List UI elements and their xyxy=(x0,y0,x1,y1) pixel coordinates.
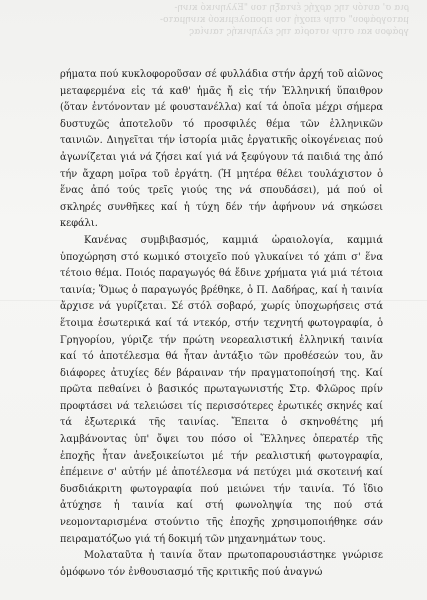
paragraph: Μολαταῦτα ἡ ταινία ὅταν πρωτοπαρουσιάστηκε γνώρισε ὁμόφωνο τόν ἐνθουσιασμό τῆς κριτικῆς πού ἀναγνώ xyxy=(60,550,383,578)
bleed-through-line: ρια σ' αυτόν της αρχής ένταξη του "Ελληνικό κινη- xyxy=(174,3,409,13)
bleed-through-line: ματογράφου" στην εποχή του προπολεμικού κινηματο- xyxy=(159,15,409,25)
paragraph: ρήματα πού κυκλοφοροῦσαν σέ φυλλάδια στήν ἀρχή τοῦ αἰῶνος μεταφερμένα εἰς τά καθ' ἡμᾶς ἤ εἰς τήν Ἑλληνική ὕπαιθρον (ὅταν ἐντόνονταν μέ φουστανέλλα) καί τά ὁποῖα μέχρι σήμερα δυστυχῶς ἀποτελοῦν τό προσφιλές θέμα τῶν ἑλληνικῶν ταινιῶν. Διηγεῖται τήν ἱστορία μιᾶς ἐργατικῆς οἰκογένειας πού ἀγωνίζεται γιά νά ζήσει καί γιά νά ξεφύγουν τά παιδιά της ἀπό τήν ἄχαρη μοῖρα τοῦ ἐργάτη. (Ἡ μητέρα θέλει τουλάχιστον ὁ ἕνας ἀπό τούς τρεῖς γιούς της νά σπουδάσει), μά πού οἱ σκληρές συνθῆκες καί ἡ τύχη δέν τήν ἀφήνουν νά σηκώσει κεφάλι. xyxy=(60,69,383,230)
bleed-through-text xyxy=(22,2,409,60)
bleed-through-line: γράφου και στην ιστορία της ελληνικής ταινίας xyxy=(189,27,409,37)
body-text xyxy=(60,67,383,581)
paragraph: Κανένας συμβιβασμός, καμμιά ὡραιολογία, καμμιά ὑποχώρηση στό κωμικό στοιχεῖο πού γλυκαίνει τό χάπι σ' ἕνα τέτοιο θέμα. Ποιός παραγωγός θά ἔδινε χρήματα γιά μιά τέτοια ταινία; Ὅμως ὁ παραγωγός βρέθηκε, ὁ Π. Δαδήρας, καί ἡ ταινία ἄρχισε νά γυρίζεται. Σέ στόλ σοβαρό, χωρίς ὑποχωρήσεις στά ἕτοιμα ἐσωτερικά καί τά ντεκόρ, στήν τεχνητή φωτογραφία, ὁ Γρηγορίου, γύριζε τήν πρώτη νεορεαλιστική ἑλληνική ταινία καί τό ἀποτέλεσμα θά ἦταν ἀντάξιο τῶν προθέσεών του, ἄν διάφορες ἀτυχίες δέν βάραιναν τήν πραγματοποίησή της. Καί πρῶτα πεθαίνει ὁ βασικός πρωταγωνιστής Στρ. Φλῶρος πρίν προφτάσει νά τελειώσει τίς περισσότερες ἐρωτικές σκηνές καί τά ἐξωτερικά τῆς ταινίας. Ἔπειτα ὁ σκηνοθέτης μή λαμβάνοντας ὑπ' ὄψει του πόσο οἱ Ἕλληνες ὀπερατέρ τῆς ἐποχῆς ἦταν ἀνεξοικείωτοι μέ τήν ρεαλιστική φωτογραφία, ἐπέμεινε σ' αὐτήν μέ ἀποτέλεσμα νά πετύχει μιά σκοτεινή καί δυσδιάκριτη φωτογραφία πού μειώνει τήν ταινία. Τό ἴδιο ἀτύχησε ἡ ταινία καί στή φωνοληψία της πού στά νεομονταρισμένα στούντιο τῆς ἐποχῆς χρησιμοποιήθηκε σάν πειραματόζωο γιά τή δοκιμή τῶν μηχανημάτων τους. xyxy=(60,234,383,545)
